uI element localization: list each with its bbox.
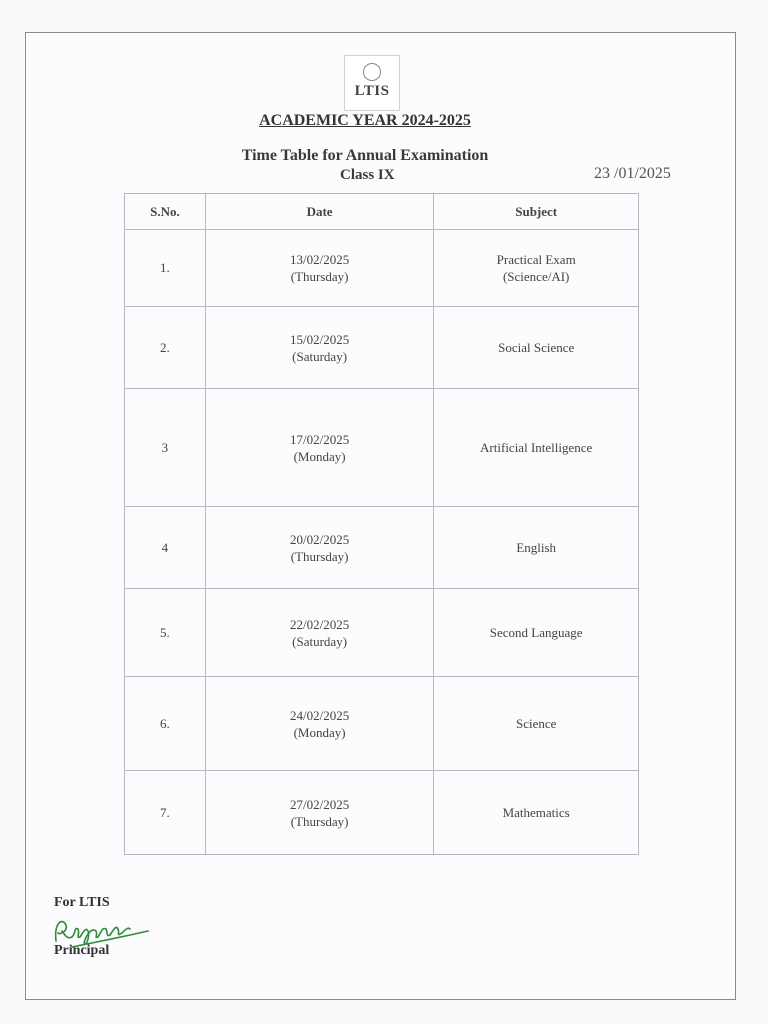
issue-date: 23 /01/2025 [594,165,671,182]
principal-label: Principal [54,943,110,958]
table-row [125,230,639,307]
exam-date: 15/02/2025 [289,331,350,347]
school-crest-icon [363,63,381,81]
exam-date: 13/02/2025 [289,252,350,267]
sno-cell: 4 [125,507,206,589]
sno-cell: 1. [125,230,206,307]
exam-timetable [124,193,639,855]
for-ltis-label: For LTIS [54,895,110,910]
date-cell [205,389,434,507]
exam-date: 20/02/2025 [289,531,350,547]
date-cell [205,677,434,771]
exam-day: (Thursday) [290,269,349,284]
date-cell [205,589,434,677]
subject-cell [434,771,639,855]
subject-name: Science [515,716,557,731]
subject-detail: (Science/AI) [502,269,570,284]
exam-day: (Thursday) [290,813,349,829]
subject-name: Second Language [489,625,583,640]
exam-day: (Saturday) [292,633,348,649]
academic-year-heading: ACADEMIC YEAR 2024-2025 [259,112,471,129]
subject-cell [434,307,639,389]
signature-block [54,895,110,958]
table-row [125,677,639,771]
exam-date: 24/02/2025 [289,707,350,723]
exam-day: (Monday) [293,448,346,464]
subject-name: Social Science [498,340,575,355]
sno-cell: 6. [125,677,206,771]
table-row [125,771,639,855]
table-row [125,507,639,589]
timetable-title: Time Table for Annual Examination [241,147,489,164]
subject-cell [434,389,639,507]
date-cell [205,507,434,589]
table-row [125,589,639,677]
exam-date: 17/02/2025 [289,431,350,447]
class-name: Class IX [340,167,395,183]
subject-name: English [516,540,557,555]
exam-date: 27/02/2025 [289,796,350,812]
column-header-date: Date [205,194,434,230]
sno-cell: 7. [125,771,206,855]
subject-cell [434,589,639,677]
exam-day: (Thursday) [290,548,349,564]
subject-cell [434,230,639,307]
logo-text: LTIS [354,83,390,99]
date-cell [205,230,434,307]
exam-day: (Saturday) [292,348,348,364]
school-logo [344,55,400,111]
column-header-sno: S.No. [125,194,206,230]
table-header-row [125,194,639,230]
subject-cell [434,507,639,589]
sno-cell: 3 [125,389,206,507]
date-cell [205,771,434,855]
subject-name: Mathematics [502,805,570,820]
column-header-subject: Subject [434,194,639,230]
date-cell [205,307,434,389]
sno-cell: 5. [125,589,206,677]
subject-name: Practical Exam [496,252,576,267]
exam-date: 22/02/2025 [289,616,350,632]
subject-cell [434,677,639,771]
subject-name: Artificial Intelligence [480,440,593,455]
table-row [125,307,639,389]
exam-day: (Monday) [293,724,346,740]
sno-cell: 2. [125,307,206,389]
table-row [125,389,639,507]
